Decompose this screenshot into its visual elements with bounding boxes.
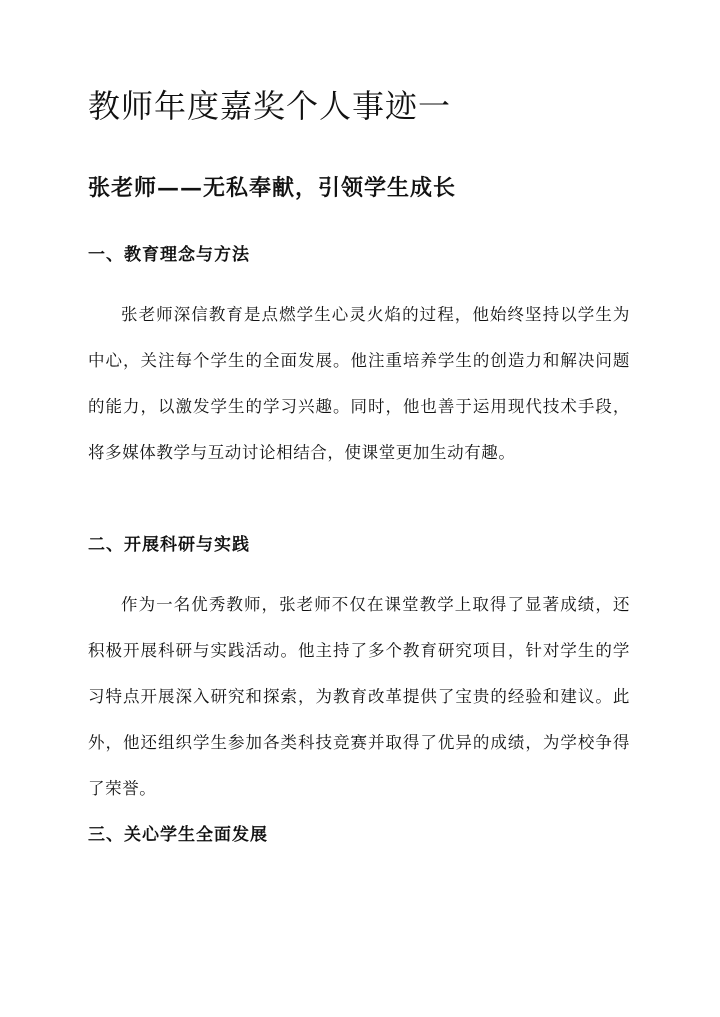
document-title: 教师年度嘉奖个人事迹一	[88, 87, 452, 125]
section-heading-2: 二、开展科研与实践	[88, 535, 250, 555]
section-heading-1: 一、教育理念与方法	[88, 245, 250, 265]
document-subtitle: 张老师——无私奉献，引领学生成长	[88, 175, 457, 201]
section-paragraph-1: 张老师深信教育是点燃学生心灵火焰的过程，他始终坚持以学生为中心，关注每个学生的全面发展。他注重培养学生的创造力和解决问题的能力，以激发学生的学习兴趣。同时，他也善于运用现代技术手段，将多媒体教学与互动讨论相结合，使课堂更加生动有趣。	[88, 305, 630, 462]
section-heading-3: 三、关心学生全面发展	[88, 825, 268, 845]
section-paragraph-2: 作为一名优秀教师，张老师不仅在课堂教学上取得了显著成绩，还积极开展科研与实践活动。他主持了多个教育研究项目，针对学生的学习特点开展深入研究和探索，为教育改革提供了宝贵的经验和建议。此外，他还组织学生参加各类科技竞赛并取得了优异的成绩，为学校争得了荣誉。	[88, 595, 630, 798]
